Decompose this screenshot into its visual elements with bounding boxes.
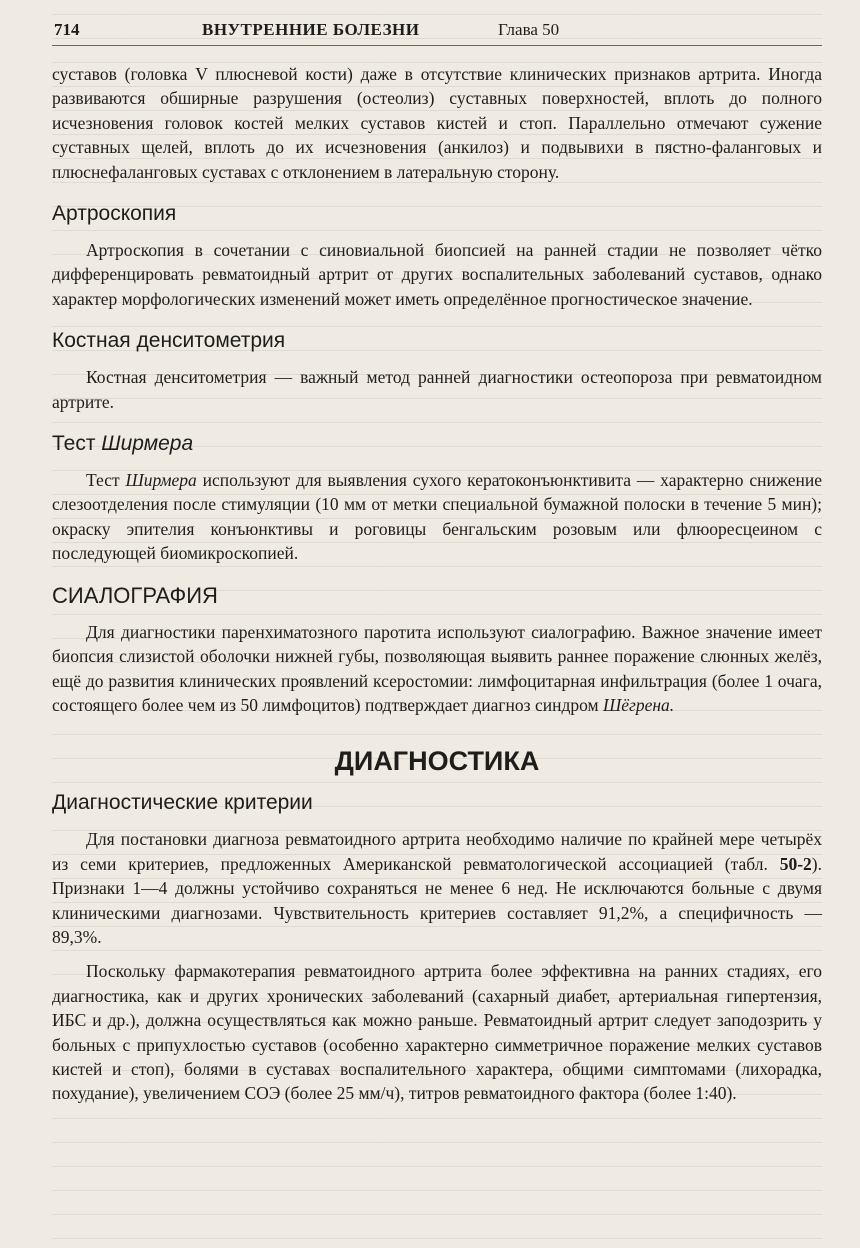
- intro-paragraph: суставов (головка V плюсневой кости) даже в отсутствие клинических признаков артрита. Иногда развиваются обширные разрушения (остеолиз) суставных поверхностей, вплоть до полного исчезновения головок костей мелких суставов кистей и стоп. Параллельно отмечают сужение суставных щелей, вплоть до их исчезновения (анкилоз) и подвывихи в пястно-фаланговых и плюснефаланговых суставах с отклонением в латеральную сторону.: [52, 64, 822, 182]
- criteria-text-after: ). Признаки 1—4 должны устойчиво сохраняться не менее 6 нед. Не исключаются больные с двумя клиническими диагнозами. Чувствительность критериев составляет 91,2%, а специфичность — 89,3%.: [52, 853, 822, 947]
- paragraph-early-diagnosis: Поскольку фармакотерапия ревматоидного артрита более эффективна на ранних стадиях, его диагностика, как и других хронических заболеваний (сахарный диабет, артериальная гипертензия, ИБС и др.), должна осуществляться как можно раньше. Ревматоидный артрит следует заподозрить у больных с припухлостью суставов (особенно характерно симметричное поражение мелких суставов кистей и стоп), болями в суставах воспалительного характера, общими симптомами (лихорадка, похудание), увеличением СОЭ (более 25 мм/ч), титров ревматоидного фактора (более 1:40).: [52, 961, 822, 1104]
- heading-densitometry: Костная денситометрия: [52, 329, 286, 353]
- running-header: [30, 14, 830, 40]
- paragraph-arthroscopy: Артроскопия в сочетании с синовиальной биопсией на ранней стадии не позволяет чётко дифференцировать ревматоидный артрит от других воспалительных заболеваний суставов, однако характер морфологических изменений может иметь определённое прогностическое значение.: [52, 240, 822, 309]
- sialography-text: Для диагностики паренхиматозного паротита используют сиалографию. Важное значение имеет биопсия слизистой оболочки нижней губы, позволяющая выявить раннее поражение слюнных желёз, ещё до развития клинических проявлений ксеростомии: лимфоцитарная инфильтрация (более 1 очага, состоящего более чем из 50 лимфоцитов) подтверждает диагноз синдром: [52, 621, 822, 715]
- page-number: 714: [54, 20, 80, 39]
- header-rule: [52, 45, 822, 46]
- heading-diagnostics: ДИАГНОСТИКА: [334, 746, 540, 777]
- heading-arthroscopy: Артроскопия: [52, 202, 177, 226]
- paragraph-schirmer: [52, 468, 822, 566]
- heading-schirmer-name: Ширмера: [101, 432, 194, 456]
- criteria-text-before: Для постановки диагноза ревматоидного артрита необходимо наличие по крайней мере четырёх из семи критериев, предложенных Американской ревматологической ассоциацией (табл.: [52, 829, 822, 874]
- schirmer-text-name: Ширмера: [125, 470, 197, 491]
- schirmer-text-rest: используют для выявления сухого кератоконъюнктивита — характерно снижение слезоотделения после стимуляции (10 мм от метки специальной бумажной полоски в течение 5 мин); окраску эпителия конъюнктивы и роговицы бенгальским розовым или флюоресцеином с последующей биомикроскопией.: [52, 470, 822, 564]
- running-title: ВНУТРЕННИЕ БОЛЕЗНИ: [202, 20, 420, 39]
- heading-schirmer: [52, 430, 822, 458]
- heading-schirmer-prefix: Тест: [52, 432, 102, 456]
- chapter-label: Глава 50: [498, 20, 560, 39]
- main-text: [52, 62, 822, 1106]
- paragraph-criteria: [52, 827, 822, 949]
- paragraph-densitometry: Костная денситометрия — важный метод ранней диагностики остеопороза при ревматоидном артрите.: [52, 367, 822, 412]
- sialography-syndrome-name: Шёгрена.: [602, 694, 675, 715]
- heading-sialography: СИАЛОГРАФИЯ: [52, 582, 218, 608]
- table-reference: 50-2: [779, 853, 812, 874]
- paragraph-sialography: [52, 620, 822, 718]
- heading-criteria: Диагностические критерии: [52, 791, 313, 815]
- schirmer-text-prefix: Тест: [86, 470, 126, 491]
